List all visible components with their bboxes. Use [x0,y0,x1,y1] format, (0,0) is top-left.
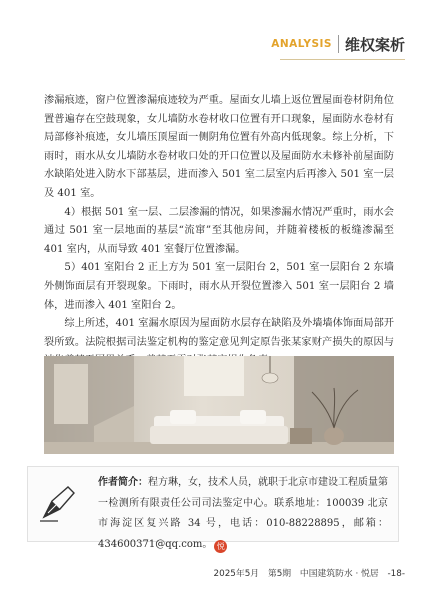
paragraph: 5）401 室阳台 2 正上方为 501 室一层阳台 2，501 室一层阳台 2 东墙外侧饰面层有开裂现象。下雨时，雨水从开裂位置渗入 501 室一层阳台 2 墙体，进而渗入 401 室阳台 2。 [44,262,394,311]
author-bio [98,473,388,555]
section-label-cn: 维权案析 [344,35,405,54]
footer-page-number: -18- [387,569,405,579]
author-bio-label: 作者简介： [98,477,148,488]
header-divider [338,35,339,53]
interior-photo [44,356,394,454]
section-header [271,30,405,58]
page-footer [208,566,405,579]
footer-journal: 中国建筑防水 · 悦居 [299,569,379,579]
footer-issue: 第5期 [267,569,292,579]
end-mark-icon: 悦 [214,540,227,553]
author-bio-box [27,466,399,551]
section-label-en: ANALYSIS [271,38,332,50]
pen-icon [38,483,78,523]
header-rule [280,59,405,60]
footer-date: 2025年5月 [213,569,260,579]
paragraph: 4）根据 501 室一层、二层渗漏的情况，如果渗漏水情况严重时，雨水会通过 501 室一层地面的基层“流窜”至其他房间，并随着楼板的板缝渗漏至 401 室内，从而导致 401 室餐厅位置渗漏。 [44,206,394,255]
author-bio-text: 程方琳，女，技术人员，就职于北京市建设工程质量第一检测所有限责任公司司法鉴定中心。联系地址：100039 北京市海淀区复兴路 34 号，电话：010-88228895，邮箱：434600371@qq.com。 [98,477,388,550]
paragraph: 综上所述，401 室漏水原因为屋面防水层存在缺陷及外墙墙体饰面局部开裂所致。法院根据司法鉴定机构的鉴定意见判定原告张某家财产损失的原因与 [44,318,394,348]
paragraph: 渗漏痕迹，窗户位置渗漏痕迹较为严重。屋面女儿墙上返位置屋面卷材阴角位置普遍存在空鼓现象，女儿墙防水卷材收口位置有开口现象，屋面防水卷材有局部修补痕迹，女儿墙压顶屋面一侧阴角位置有外高内低现象。综上分析，下雨时，雨水从女儿墙防水卷材收口处的开口位置以及屋面防水未修补前屋面防水缺陷处进入防水下部基层，进而渗入 501 室二层室内后再渗入 501 室一层及 401 室。 [44,95,394,199]
article-body [44,92,394,371]
